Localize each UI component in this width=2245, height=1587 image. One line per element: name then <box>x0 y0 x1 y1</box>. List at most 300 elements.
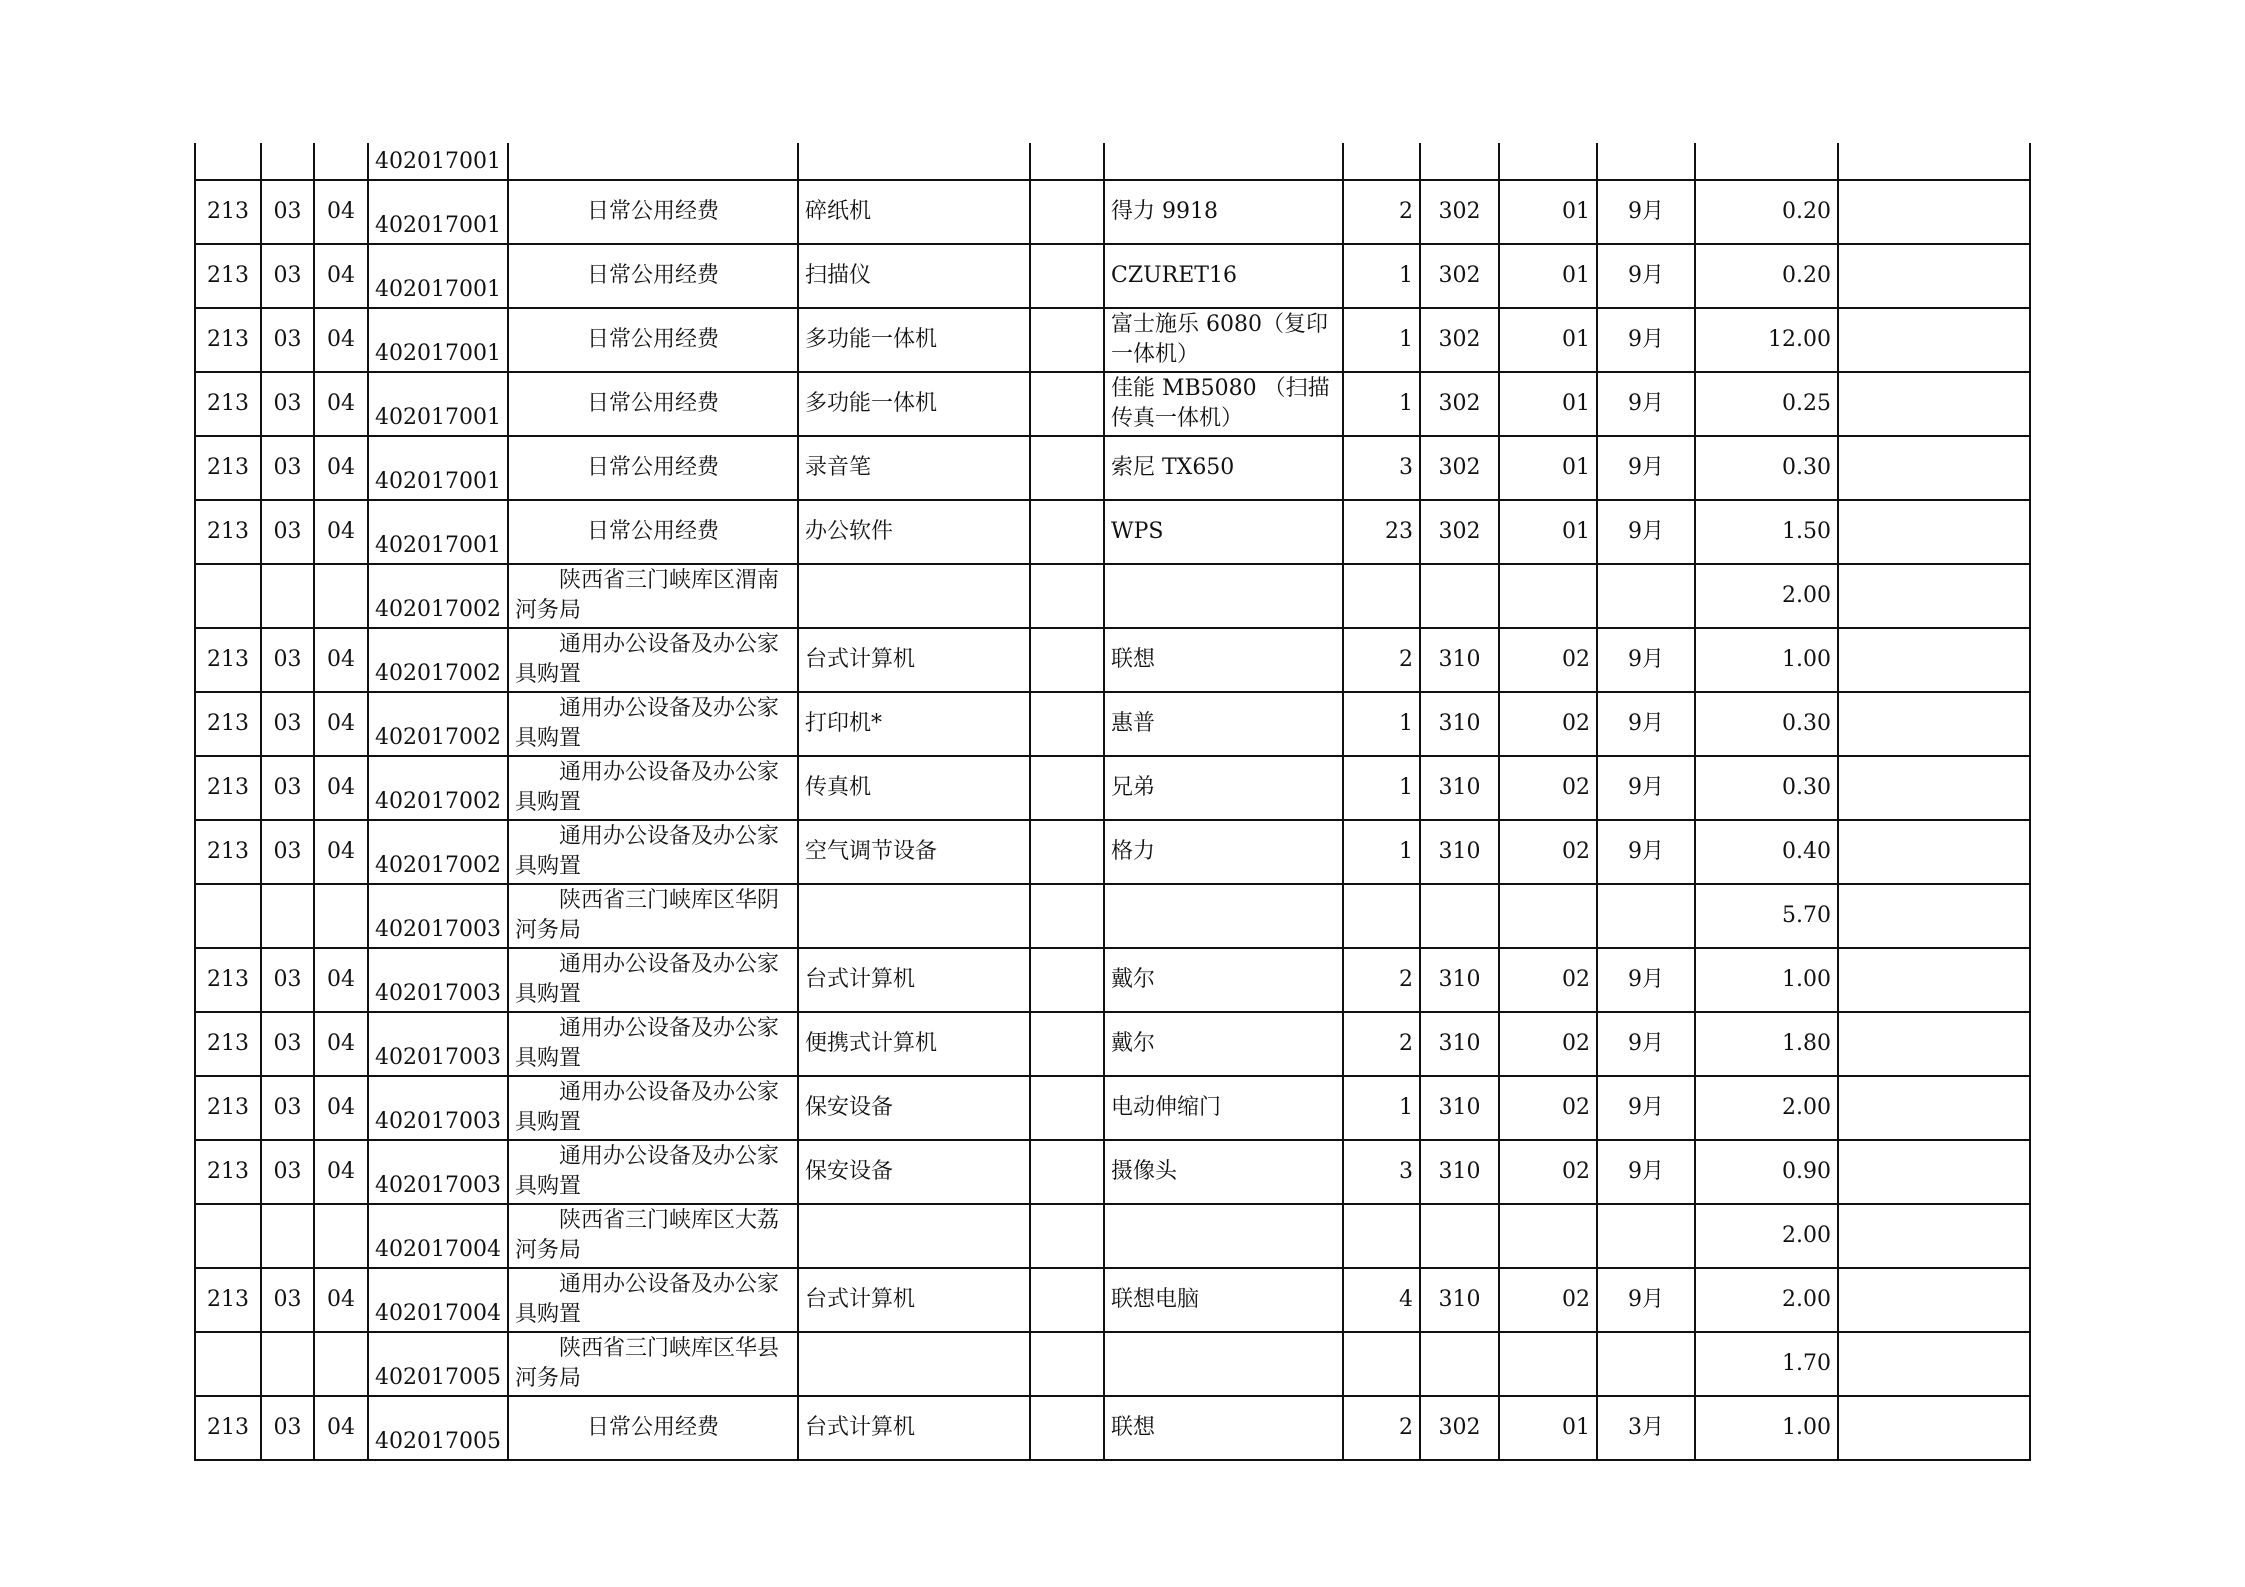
cell-month: 9月 <box>1597 180 1695 244</box>
cell-blank <box>1030 1396 1104 1460</box>
cell-section: 03 <box>261 1140 314 1204</box>
cell-qty: 4 <box>1343 1268 1420 1332</box>
cell-unit-code: 402017001 <box>368 143 508 180</box>
cell-item: 04 <box>314 1012 368 1076</box>
cell-spec: 联想电脑 <box>1104 1268 1343 1332</box>
cell-econ-class <box>1420 884 1499 948</box>
cell-section: 03 <box>261 1268 314 1332</box>
cell-amount: 0.30 <box>1695 756 1838 820</box>
cell-blank <box>1030 820 1104 884</box>
cell-unit-code: 402017001 <box>368 308 508 372</box>
table-row-continued <box>195 143 2030 180</box>
cell-remark <box>1838 564 2030 628</box>
cell-item <box>314 1332 368 1396</box>
cell-spec: 惠普 <box>1104 692 1343 756</box>
cell-purchase-item <box>798 143 1030 180</box>
cell-section: 03 <box>261 436 314 500</box>
cell-unit-name: 陕西省三门峡库区大荔河务局 <box>508 1204 798 1268</box>
cell-purchase-item: 台式计算机 <box>798 1268 1030 1332</box>
cell-econ-class: 310 <box>1420 756 1499 820</box>
table-row <box>195 1204 2030 1268</box>
cell-unit-code: 402017003 <box>368 884 508 948</box>
cell-spec: 佳能 MB5080 （扫描传真一体机） <box>1104 372 1343 436</box>
cell-purchase-item: 台式计算机 <box>798 948 1030 1012</box>
cell-qty: 3 <box>1343 1140 1420 1204</box>
cell-qty: 1 <box>1343 308 1420 372</box>
cell-section: 03 <box>261 244 314 308</box>
cell-class: 213 <box>195 1012 261 1076</box>
cell-remark <box>1838 1268 2030 1332</box>
cell-unit-name: 日常公用经费 <box>508 244 798 308</box>
cell-section: 03 <box>261 1396 314 1460</box>
cell-unit-code: 402017005 <box>368 1396 508 1460</box>
cell-unit-name: 陕西省三门峡库区华县河务局 <box>508 1332 798 1396</box>
cell-class: 213 <box>195 372 261 436</box>
cell-month <box>1597 143 1695 180</box>
cell-fund-type: 02 <box>1499 820 1597 884</box>
table-row <box>195 564 2030 628</box>
table-row <box>195 372 2030 436</box>
cell-purchase-item: 多功能一体机 <box>798 308 1030 372</box>
cell-econ-class <box>1420 1332 1499 1396</box>
cell-spec: 戴尔 <box>1104 948 1343 1012</box>
cell-section: 03 <box>261 948 314 1012</box>
table-row <box>195 1012 2030 1076</box>
cell-remark <box>1838 1332 2030 1396</box>
table-body <box>195 143 2030 1460</box>
table-row <box>195 1268 2030 1332</box>
cell-month <box>1597 884 1695 948</box>
cell-unit-name: 日常公用经费 <box>508 500 798 564</box>
cell-class: 213 <box>195 180 261 244</box>
cell-fund-type: 02 <box>1499 756 1597 820</box>
cell-section: 03 <box>261 628 314 692</box>
cell-amount: 0.20 <box>1695 180 1838 244</box>
cell-section <box>261 1204 314 1268</box>
cell-month: 9月 <box>1597 756 1695 820</box>
cell-remark <box>1838 1396 2030 1460</box>
cell-purchase-item: 便携式计算机 <box>798 1012 1030 1076</box>
cell-spec: CZURET16 <box>1104 244 1343 308</box>
cell-purchase-item: 录音笔 <box>798 436 1030 500</box>
cell-unit-code: 402017001 <box>368 500 508 564</box>
table-row <box>195 756 2030 820</box>
cell-amount <box>1695 143 1838 180</box>
cell-amount: 2.00 <box>1695 564 1838 628</box>
cell-qty: 23 <box>1343 500 1420 564</box>
cell-econ-class: 310 <box>1420 1268 1499 1332</box>
cell-spec: 戴尔 <box>1104 1012 1343 1076</box>
cell-class: 213 <box>195 500 261 564</box>
cell-econ-class: 302 <box>1420 180 1499 244</box>
cell-econ-class <box>1420 564 1499 628</box>
cell-class: 213 <box>195 244 261 308</box>
cell-purchase-item: 空气调节设备 <box>798 820 1030 884</box>
cell-section: 03 <box>261 308 314 372</box>
cell-remark <box>1838 244 2030 308</box>
cell-blank <box>1030 1012 1104 1076</box>
cell-amount: 0.40 <box>1695 820 1838 884</box>
cell-unit-code: 402017003 <box>368 1012 508 1076</box>
cell-unit-code: 402017003 <box>368 1076 508 1140</box>
cell-amount: 0.30 <box>1695 692 1838 756</box>
cell-purchase-item: 办公软件 <box>798 500 1030 564</box>
cell-spec: 联想 <box>1104 628 1343 692</box>
cell-qty <box>1343 884 1420 948</box>
cell-month: 9月 <box>1597 1268 1695 1332</box>
cell-item: 04 <box>314 1076 368 1140</box>
cell-fund-type: 02 <box>1499 692 1597 756</box>
cell-item: 04 <box>314 308 368 372</box>
cell-item: 04 <box>314 1140 368 1204</box>
cell-fund-type: 01 <box>1499 1396 1597 1460</box>
cell-remark <box>1838 143 2030 180</box>
cell-fund-type <box>1499 564 1597 628</box>
cell-item: 04 <box>314 756 368 820</box>
cell-item: 04 <box>314 180 368 244</box>
cell-amount: 5.70 <box>1695 884 1838 948</box>
cell-amount: 2.00 <box>1695 1268 1838 1332</box>
table-row <box>195 1076 2030 1140</box>
cell-spec <box>1104 143 1343 180</box>
cell-fund-type: 01 <box>1499 500 1597 564</box>
cell-purchase-item: 台式计算机 <box>798 628 1030 692</box>
cell-spec <box>1104 1332 1343 1396</box>
cell-remark <box>1838 820 2030 884</box>
cell-month: 9月 <box>1597 628 1695 692</box>
table-row <box>195 1140 2030 1204</box>
table-row <box>195 820 2030 884</box>
cell-unit-name: 通用办公设备及办公家具购置 <box>508 1076 798 1140</box>
cell-blank <box>1030 884 1104 948</box>
cell-item: 04 <box>314 436 368 500</box>
cell-amount: 0.30 <box>1695 436 1838 500</box>
cell-econ-class: 310 <box>1420 948 1499 1012</box>
cell-remark <box>1838 1012 2030 1076</box>
cell-amount: 0.20 <box>1695 244 1838 308</box>
cell-blank <box>1030 308 1104 372</box>
table-row <box>195 628 2030 692</box>
cell-section: 03 <box>261 820 314 884</box>
cell-fund-type <box>1499 1204 1597 1268</box>
cell-unit-name: 日常公用经费 <box>508 308 798 372</box>
cell-unit-name: 通用办公设备及办公家具购置 <box>508 1012 798 1076</box>
cell-fund-type: 01 <box>1499 244 1597 308</box>
cell-month <box>1597 1332 1695 1396</box>
cell-fund-type: 01 <box>1499 436 1597 500</box>
cell-section: 03 <box>261 756 314 820</box>
cell-blank <box>1030 436 1104 500</box>
cell-class <box>195 143 261 180</box>
cell-unit-code: 402017001 <box>368 436 508 500</box>
cell-unit-code: 402017002 <box>368 564 508 628</box>
cell-qty: 2 <box>1343 948 1420 1012</box>
cell-econ-class: 310 <box>1420 1140 1499 1204</box>
cell-unit-code: 402017002 <box>368 692 508 756</box>
cell-qty: 1 <box>1343 756 1420 820</box>
cell-unit-code: 402017004 <box>368 1268 508 1332</box>
cell-fund-type <box>1499 143 1597 180</box>
cell-fund-type: 01 <box>1499 308 1597 372</box>
cell-qty <box>1343 1332 1420 1396</box>
cell-purchase-item <box>798 1332 1030 1396</box>
cell-amount: 12.00 <box>1695 308 1838 372</box>
cell-section: 03 <box>261 500 314 564</box>
cell-amount: 0.25 <box>1695 372 1838 436</box>
cell-class <box>195 884 261 948</box>
cell-month: 9月 <box>1597 948 1695 1012</box>
cell-section <box>261 884 314 948</box>
cell-remark <box>1838 180 2030 244</box>
cell-blank <box>1030 1140 1104 1204</box>
cell-spec: 格力 <box>1104 820 1343 884</box>
cell-blank <box>1030 143 1104 180</box>
cell-month: 9月 <box>1597 372 1695 436</box>
cell-item: 04 <box>314 500 368 564</box>
cell-blank <box>1030 372 1104 436</box>
cell-blank <box>1030 628 1104 692</box>
cell-spec: 摄像头 <box>1104 1140 1343 1204</box>
cell-class <box>195 564 261 628</box>
table-row <box>195 1332 2030 1396</box>
cell-blank <box>1030 1204 1104 1268</box>
cell-class: 213 <box>195 308 261 372</box>
cell-econ-class: 310 <box>1420 692 1499 756</box>
cell-section: 03 <box>261 1076 314 1140</box>
cell-section: 03 <box>261 372 314 436</box>
cell-qty: 1 <box>1343 372 1420 436</box>
cell-purchase-item: 保安设备 <box>798 1076 1030 1140</box>
table-row <box>195 500 2030 564</box>
cell-item: 04 <box>314 1268 368 1332</box>
cell-purchase-item: 台式计算机 <box>798 1396 1030 1460</box>
cell-unit-code: 402017002 <box>368 756 508 820</box>
cell-item <box>314 1204 368 1268</box>
cell-item: 04 <box>314 1396 368 1460</box>
cell-unit-code: 402017004 <box>368 1204 508 1268</box>
table-row <box>195 692 2030 756</box>
cell-amount: 1.80 <box>1695 1012 1838 1076</box>
cell-blank <box>1030 692 1104 756</box>
cell-remark <box>1838 1140 2030 1204</box>
cell-unit-name: 通用办公设备及办公家具购置 <box>508 948 798 1012</box>
cell-remark <box>1838 948 2030 1012</box>
cell-blank <box>1030 1332 1104 1396</box>
cell-qty: 2 <box>1343 628 1420 692</box>
cell-purchase-item <box>798 1204 1030 1268</box>
cell-month: 9月 <box>1597 500 1695 564</box>
cell-spec <box>1104 564 1343 628</box>
cell-unit-name: 日常公用经费 <box>508 372 798 436</box>
cell-blank <box>1030 244 1104 308</box>
cell-unit-name: 日常公用经费 <box>508 436 798 500</box>
table-row <box>195 948 2030 1012</box>
table-row <box>195 436 2030 500</box>
cell-qty <box>1343 143 1420 180</box>
cell-blank <box>1030 948 1104 1012</box>
cell-class: 213 <box>195 1140 261 1204</box>
cell-spec: 得力 9918 <box>1104 180 1343 244</box>
cell-purchase-item <box>798 884 1030 948</box>
cell-class: 213 <box>195 436 261 500</box>
cell-unit-name <box>508 143 798 180</box>
cell-fund-type: 02 <box>1499 1076 1597 1140</box>
cell-qty: 1 <box>1343 820 1420 884</box>
cell-qty: 2 <box>1343 180 1420 244</box>
cell-qty: 2 <box>1343 1012 1420 1076</box>
cell-month: 9月 <box>1597 244 1695 308</box>
cell-unit-code: 402017005 <box>368 1332 508 1396</box>
cell-remark <box>1838 500 2030 564</box>
cell-amount: 2.00 <box>1695 1076 1838 1140</box>
cell-qty: 1 <box>1343 1076 1420 1140</box>
cell-blank <box>1030 1268 1104 1332</box>
table-row <box>195 1396 2030 1460</box>
cell-section <box>261 143 314 180</box>
cell-qty: 3 <box>1343 436 1420 500</box>
cell-fund-type: 02 <box>1499 1140 1597 1204</box>
cell-econ-class: 302 <box>1420 500 1499 564</box>
cell-qty <box>1343 564 1420 628</box>
cell-unit-code: 402017001 <box>368 244 508 308</box>
cell-blank <box>1030 564 1104 628</box>
cell-blank <box>1030 500 1104 564</box>
cell-spec: WPS <box>1104 500 1343 564</box>
cell-econ-class <box>1420 143 1499 180</box>
cell-unit-name: 通用办公设备及办公家具购置 <box>508 1268 798 1332</box>
cell-class <box>195 1204 261 1268</box>
cell-remark <box>1838 756 2030 820</box>
cell-purchase-item: 保安设备 <box>798 1140 1030 1204</box>
cell-amount: 2.00 <box>1695 1204 1838 1268</box>
cell-amount: 1.70 <box>1695 1332 1838 1396</box>
cell-month: 9月 <box>1597 692 1695 756</box>
cell-purchase-item <box>798 564 1030 628</box>
cell-item: 04 <box>314 692 368 756</box>
cell-purchase-item: 多功能一体机 <box>798 372 1030 436</box>
cell-unit-code: 402017003 <box>368 948 508 1012</box>
cell-item: 04 <box>314 820 368 884</box>
cell-fund-type: 02 <box>1499 948 1597 1012</box>
cell-remark <box>1838 308 2030 372</box>
cell-remark <box>1838 1204 2030 1268</box>
cell-amount: 1.00 <box>1695 948 1838 1012</box>
cell-unit-name: 通用办公设备及办公家具购置 <box>508 820 798 884</box>
cell-month: 9月 <box>1597 308 1695 372</box>
cell-unit-name: 日常公用经费 <box>508 180 798 244</box>
cell-econ-class <box>1420 1204 1499 1268</box>
cell-month <box>1597 1204 1695 1268</box>
cell-unit-name: 日常公用经费 <box>508 1396 798 1460</box>
cell-spec: 联想 <box>1104 1396 1343 1460</box>
cell-class: 213 <box>195 692 261 756</box>
cell-fund-type: 02 <box>1499 1268 1597 1332</box>
cell-fund-type: 02 <box>1499 628 1597 692</box>
cell-unit-name: 通用办公设备及办公家具购置 <box>508 1140 798 1204</box>
cell-section: 03 <box>261 180 314 244</box>
cell-month: 9月 <box>1597 436 1695 500</box>
cell-fund-type <box>1499 1332 1597 1396</box>
cell-class: 213 <box>195 756 261 820</box>
table-row <box>195 884 2030 948</box>
cell-econ-class: 302 <box>1420 1396 1499 1460</box>
cell-fund-type: 02 <box>1499 1012 1597 1076</box>
cell-class: 213 <box>195 820 261 884</box>
cell-remark <box>1838 692 2030 756</box>
cell-remark <box>1838 436 2030 500</box>
cell-item <box>314 564 368 628</box>
cell-purchase-item: 碎纸机 <box>798 180 1030 244</box>
cell-unit-name: 陕西省三门峡库区华阴河务局 <box>508 884 798 948</box>
cell-purchase-item: 传真机 <box>798 756 1030 820</box>
cell-purchase-item: 打印机* <box>798 692 1030 756</box>
cell-amount: 0.90 <box>1695 1140 1838 1204</box>
cell-item: 04 <box>314 628 368 692</box>
cell-item <box>314 884 368 948</box>
cell-section <box>261 1332 314 1396</box>
cell-section: 03 <box>261 1012 314 1076</box>
cell-unit-name: 通用办公设备及办公家具购置 <box>508 628 798 692</box>
table-row <box>195 180 2030 244</box>
cell-amount: 1.00 <box>1695 628 1838 692</box>
cell-spec <box>1104 1204 1343 1268</box>
cell-spec: 索尼 TX650 <box>1104 436 1343 500</box>
cell-blank <box>1030 756 1104 820</box>
cell-unit-name: 陕西省三门峡库区渭南河务局 <box>508 564 798 628</box>
cell-econ-class: 310 <box>1420 820 1499 884</box>
table-row <box>195 308 2030 372</box>
cell-section <box>261 564 314 628</box>
cell-class <box>195 1332 261 1396</box>
cell-qty: 1 <box>1343 244 1420 308</box>
cell-purchase-item: 扫描仪 <box>798 244 1030 308</box>
cell-month: 9月 <box>1597 1140 1695 1204</box>
cell-blank <box>1030 180 1104 244</box>
cell-fund-type: 01 <box>1499 180 1597 244</box>
cell-month: 9月 <box>1597 820 1695 884</box>
cell-unit-name: 通用办公设备及办公家具购置 <box>508 692 798 756</box>
cell-item: 04 <box>314 372 368 436</box>
cell-fund-type: 01 <box>1499 372 1597 436</box>
cell-class: 213 <box>195 628 261 692</box>
cell-remark <box>1838 1076 2030 1140</box>
cell-unit-code: 402017001 <box>368 180 508 244</box>
cell-blank <box>1030 1076 1104 1140</box>
cell-unit-code: 402017003 <box>368 1140 508 1204</box>
cell-item: 04 <box>314 244 368 308</box>
cell-class: 213 <box>195 948 261 1012</box>
cell-fund-type <box>1499 884 1597 948</box>
cell-econ-class: 310 <box>1420 628 1499 692</box>
cell-spec: 兄弟 <box>1104 756 1343 820</box>
cell-econ-class: 302 <box>1420 436 1499 500</box>
cell-remark <box>1838 372 2030 436</box>
cell-class: 213 <box>195 1396 261 1460</box>
cell-unit-code: 402017002 <box>368 628 508 692</box>
cell-qty <box>1343 1204 1420 1268</box>
cell-unit-code: 402017002 <box>368 820 508 884</box>
cell-econ-class: 310 <box>1420 1076 1499 1140</box>
cell-month: 9月 <box>1597 1012 1695 1076</box>
table-row <box>195 244 2030 308</box>
cell-econ-class: 310 <box>1420 1012 1499 1076</box>
cell-item <box>314 143 368 180</box>
cell-spec <box>1104 884 1343 948</box>
cell-month: 3月 <box>1597 1396 1695 1460</box>
cell-econ-class: 302 <box>1420 308 1499 372</box>
cell-class: 213 <box>195 1076 261 1140</box>
cell-amount: 1.00 <box>1695 1396 1838 1460</box>
